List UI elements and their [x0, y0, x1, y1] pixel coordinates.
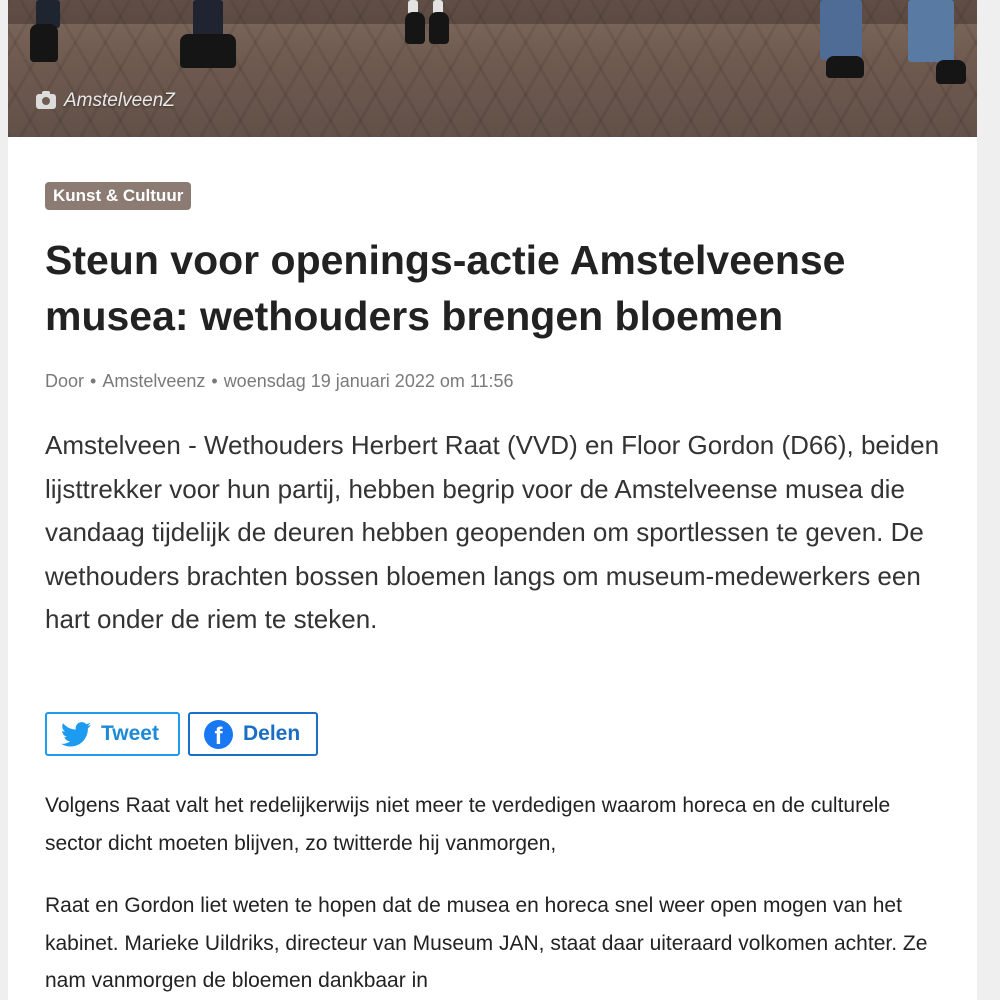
facebook-icon: f [204, 720, 233, 749]
article-title: Steun voor openings-actie Amstelveense musea: wethouders brengen bloemen [45, 237, 846, 339]
article-card [8, 137, 977, 1000]
article-paragraph: Volgens Raat valt het redelijkerwijs niet meer te verdedigen waarom horeca en de culturele sector dicht moeten blijven, zo twitterde hij vanmorgen, [45, 794, 891, 855]
camera-icon [36, 94, 56, 109]
hero-figure-leg [908, 0, 954, 62]
photo-credit [36, 90, 175, 112]
hero-figure-shoe [405, 12, 425, 44]
twitter-bird-icon [61, 722, 91, 747]
hero-figure-shoe [936, 60, 966, 84]
category-badge[interactable]: Kunst & Cultuur [45, 182, 191, 210]
hero-figure-shoe [429, 12, 449, 44]
article-lead: Amstelveen - Wethouders Herbert Raat (VVD) en Floor Gordon (D66), beiden lijsttrekker voor hun partij, hebben begrip voor de Amstelveense musea die vandaag tijdelijk de deuren hebben geopenden om sportlessen te geven. De wethouders brachten bossen bloemen langs om museum-medewerkers een hart onder de riem te steken. [45, 430, 940, 634]
hero-figure-shoe [30, 24, 58, 62]
article-paragraph: Raat en Gordon liet weten te hopen dat de musea en horeca snel weer open mogen van het kabinet. Marieke Uildriks, directeur van Museum JAN, staat daar uiteraard volkomen achter. Ze nam vanmorgen de bloemen dankbaar in [45, 894, 928, 992]
article-hero-image [8, 0, 977, 137]
meta-separator: • [90, 371, 97, 391]
meta-author-link[interactable]: Amstelveenz [102, 371, 206, 391]
hero-figure-shoe [180, 34, 236, 68]
photo-credit-label: AmstelveenZ [64, 90, 175, 111]
tweet-button[interactable] [45, 712, 180, 756]
meta-separator: • [211, 371, 218, 391]
article-meta [45, 371, 514, 392]
hero-figure-leg [193, 0, 223, 38]
hero-figure-leg [820, 0, 862, 60]
tweet-label: Tweet [101, 722, 159, 745]
facebook-share-button[interactable] [188, 712, 318, 756]
meta-date: woensdag 19 januari 2022 om 11:56 [223, 371, 514, 391]
share-label: Delen [243, 722, 301, 745]
share-buttons [45, 712, 318, 756]
hero-figure-shoe [826, 56, 864, 78]
meta-by: Door [45, 371, 85, 391]
